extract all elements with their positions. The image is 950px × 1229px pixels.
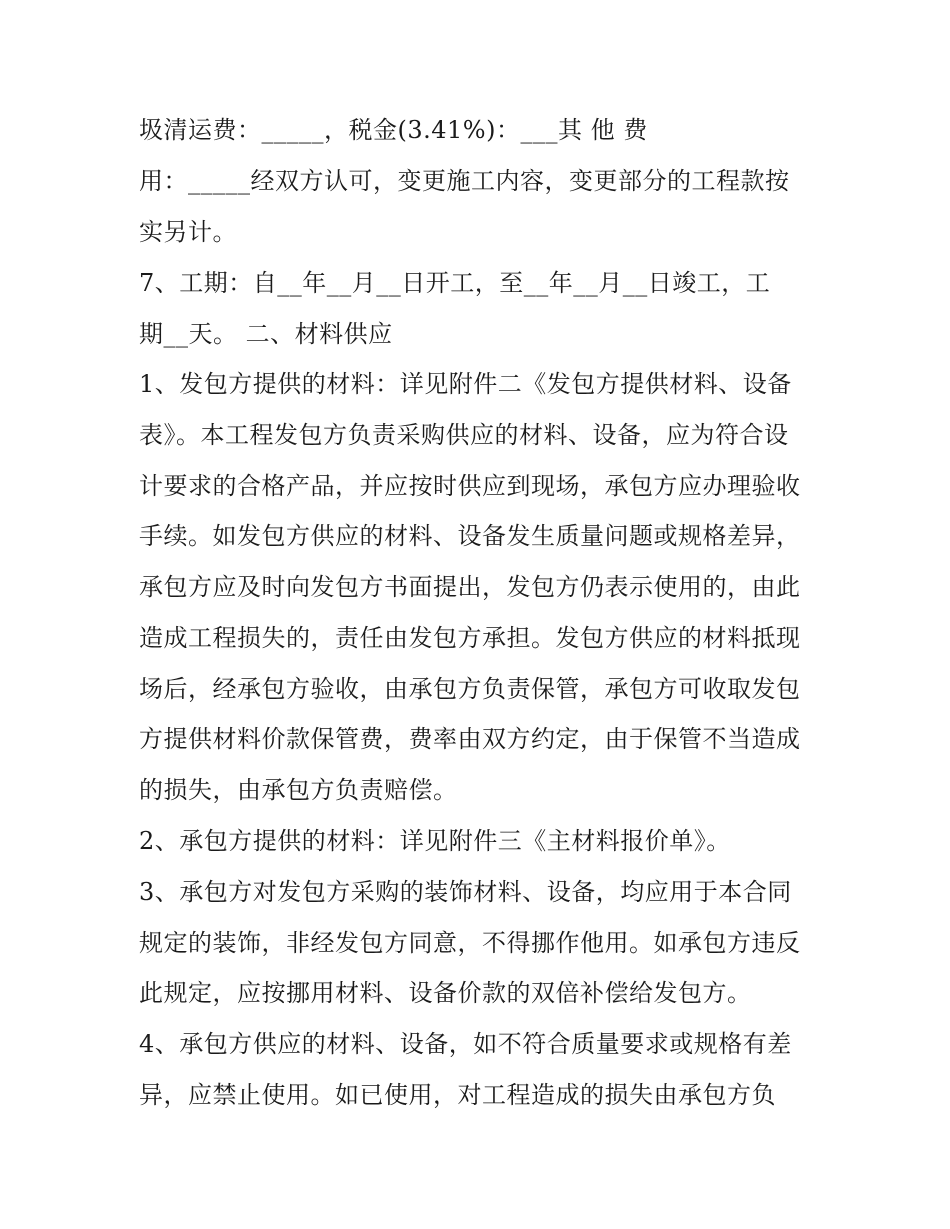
text-line: 手续。如发包方供应的材料、设备发生质量问题或规格差异， — [139, 522, 801, 550]
text-line: 4、承包方供应的材料、设备，如不符合质量要求或规格有差 — [139, 1030, 792, 1058]
text-line: 规定的装饰，非经发包方同意，不得挪作他用。如承包方违反 — [139, 929, 801, 957]
text-line: 此规定，应按挪用材料、设备价款的双倍补偿给发包方。 — [139, 979, 752, 1007]
text-line: 实另计。 — [139, 218, 237, 246]
text-line: 期__天。 二、材料供应 — [139, 320, 393, 348]
text-line: 的损失，由承包方负责赔偿。 — [139, 776, 458, 804]
text-line: 圾清运费：_____，税金(3.41%)：___其 他 费 — [139, 116, 648, 144]
text-line: 7、工期：自__年__月__日开工，至__年__月__日竣工，工 — [139, 269, 771, 297]
text-line: 表》。本工程发包方负责采购供应的材料、设备，应为符合设 — [139, 421, 789, 449]
text-line: 异，应禁止使用。如已使用，对工程造成的损失由承包方负 — [139, 1081, 776, 1109]
text-line: 场后，经承包方验收，由承包方负责保管，承包方可收取发包 — [139, 675, 801, 703]
text-line: 承包方应及时向发包方书面提出，发包方仍表示使用的，由此 — [139, 573, 801, 601]
text-line: 造成工程损失的，责任由发包方承担。发包方供应的材料抵现 — [139, 624, 801, 652]
text-line: 1、发包方提供的材料：详见附件二《发包方提供材料、设备 — [139, 370, 792, 398]
text-line: 3、承包方对发包方采购的装饰材料、设备，均应用于本合同 — [139, 878, 792, 906]
text-line: 方提供材料价款保管费，费率由双方约定，由于保管不当造成 — [139, 725, 801, 753]
text-line: 用：_____经双方认可，变更施工内容，变更部分的工程款按 — [139, 167, 790, 195]
text-line: 2、承包方提供的材料：详见附件三《主材料报价单》。 — [139, 827, 731, 855]
text-line: 计要求的合格产品，并应按时供应到现场，承包方应办理验收 — [139, 472, 801, 500]
